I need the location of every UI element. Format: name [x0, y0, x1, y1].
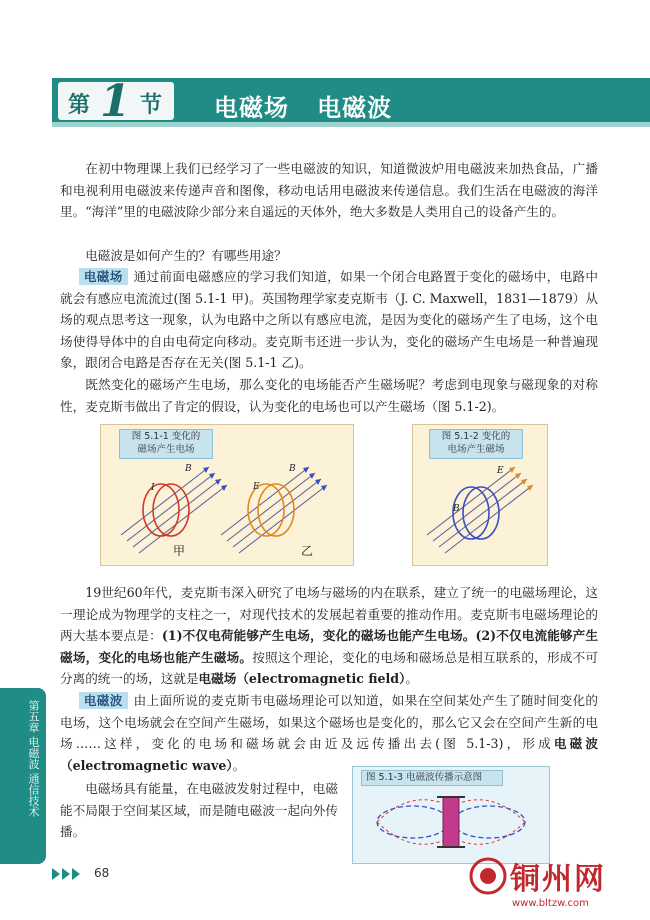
- fig1-e-label: E: [253, 482, 260, 492]
- watermark-url: www.bltzw.com: [512, 898, 589, 909]
- figure-5-1-1-label: 图 5.1-1 变化的 磁场产生电场: [119, 429, 213, 459]
- paragraph-energy: 电磁场具有能量，在电磁波发射过程中，电磁能不局限于空间某区域，而是随电磁波一起向外传播。: [60, 781, 338, 839]
- section-number: 1: [100, 76, 131, 127]
- paragraph-em-field: [60, 266, 598, 374]
- paragraph-intro: 在初中物理课上我们已经学习了一些电磁波的知识，知道微波炉用电磁波来加热食品，广播和电视利用电磁波来传递声音和图像，移动电话用电磁波来传递信息。我们生活在电磁波的海洋里。“海洋”里的电磁波除少部分来自遥远的天体外，绝大多数是人类用自己的设备产生的。: [60, 161, 598, 219]
- paragraph-maxwell-points: (1)不仅电荷能够产生电场，变化的磁场也能产生电场。(2)不仅电流能够产生磁场，变化的电场也能产生磁场。: [60, 628, 598, 665]
- term-em-field: 电磁场: [79, 268, 128, 285]
- fig1-b-label-2: B: [289, 464, 296, 474]
- figure-5-1-3: [352, 766, 550, 864]
- fig1-caption-jia: 甲: [173, 544, 186, 558]
- paragraph-maxwell-text-b: 按照这个理论，变化的电场和磁场总是相互联系的，形成不可分离的统一的场，这就是: [60, 649, 599, 686]
- paragraph-em-field-text: 通过前面电磁感应的学习我们知道，如果一个闭合电路置于变化的磁场中，电路中就会有感应电流流过(图 5.1-1 甲)。英国物理学家麦克斯韦（J. C. Maxwell，1831—1879）从场的观点思考这一现象，认为电路中之所以有感应电流，是因为变化的磁场产生了电场，这个电场使得导体中的自由电荷定向移动。麦克斯韦还进一步认为，变化的磁场产生电场是一种普遍现象，跟闭合电路是否存在无关(图 5.1-1 乙)。: [60, 269, 599, 370]
- term-electromagnetic-field: 电磁场（electromagnetic field）: [198, 671, 406, 686]
- term-em-wave: 电磁波: [79, 692, 128, 709]
- paragraph-maxwell-end: 。: [405, 671, 418, 686]
- section-title: 电磁场 电磁波: [214, 94, 393, 122]
- paragraph-maxwell-theory: [60, 582, 598, 690]
- paragraph-em-wave-text: 由上面所说的麦克斯韦电磁场理论可以知道，如果在空间某处产生了随时间变化的电场，这个电场就会在空间产生磁场，如果这个磁场也是变化的，那么它又会在空间产生新的电场……这样，变化的电场和磁场就会由近及远传播出去(图 5.1-3)，形成: [60, 693, 599, 751]
- figure-5-1-2-label: 图 5.1-2 变化的 电场产生磁场: [429, 429, 523, 459]
- section-suffix: 节: [140, 93, 163, 118]
- footer-arrows-icon: [52, 866, 92, 882]
- fig1-current-label: I: [151, 483, 155, 493]
- figure-5-1-1: [100, 424, 354, 566]
- fig1-caption-yi: 乙: [301, 544, 314, 558]
- paragraph-symmetry: 既然变化的磁场产生电场，那么变化的电场能否产生磁场呢？考虑到电现象与磁现象的对称性，麦克斯韦做出了肯定的假设，认为变化的电场也可以产生磁场（图 5.1-2)。: [60, 377, 598, 414]
- page-number: 68: [94, 866, 110, 880]
- paragraph-question: 电磁波是如何产生的？有哪些用途？: [85, 248, 287, 263]
- paragraph-maxwell-text-a: 19世纪60年代，麦克斯韦深入研究了电场与磁场的内在联系，建立了统一的电磁场理论，这一理论成为物理学的支柱之一，对现代技术的发展起着重要的推动作用。麦克斯韦电磁场理论的两大基本要点是：: [60, 585, 598, 643]
- fig2-b-label: B: [453, 504, 460, 514]
- figure-5-1-2: [412, 424, 548, 566]
- term-electromagnetic-wave: 电磁波（electromagnetic wave）: [60, 736, 598, 773]
- section-prefix: 第: [68, 93, 91, 118]
- watermark-logo-icon: [468, 856, 508, 896]
- fig2-e-label: E: [497, 466, 504, 476]
- fig1-b-label-1: B: [185, 464, 192, 474]
- figure-5-1-3-label: 图 5.1-3 电磁波传播示意图: [361, 770, 503, 786]
- paragraph-em-wave: [60, 690, 598, 776]
- paragraph-em-wave-end: 。: [232, 757, 246, 773]
- watermark-text: 铜州网: [510, 862, 606, 897]
- chapter-side-label: 第五章 电磁波 通信技术: [27, 700, 40, 817]
